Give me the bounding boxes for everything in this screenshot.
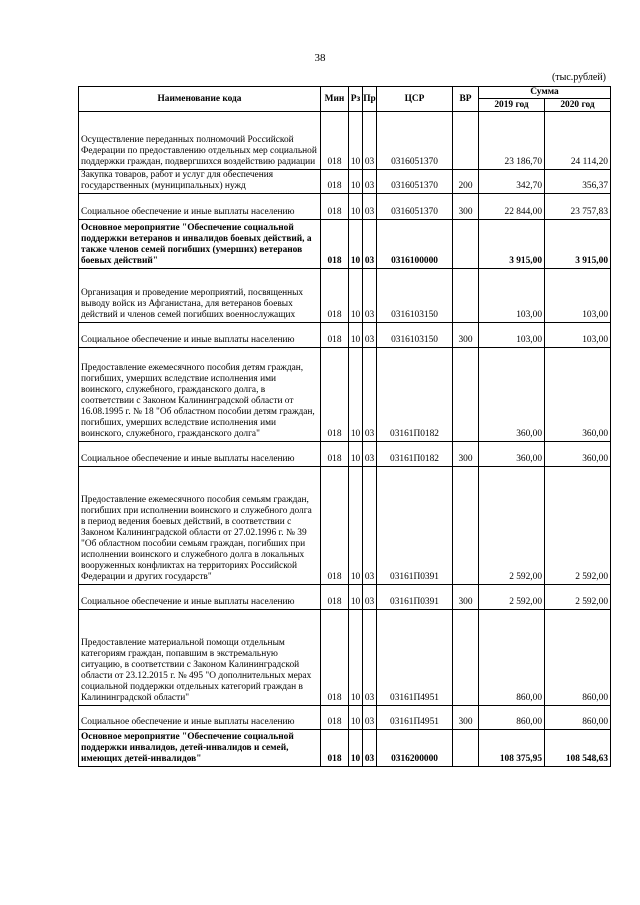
cell-2020: 23 757,83: [545, 194, 611, 220]
cell-pr: 03: [363, 323, 377, 348]
cell-rz: 10: [349, 323, 363, 348]
cell-min: 018: [321, 706, 349, 730]
cell-rz: 10: [349, 442, 363, 467]
cell-pr: 03: [363, 220, 377, 269]
cell-vr: [453, 610, 479, 706]
cell-vr: [453, 467, 479, 585]
cell-rz: 10: [349, 348, 363, 442]
cell-2019: 2 592,00: [479, 585, 545, 610]
cell-vr: 300: [453, 585, 479, 610]
cell-csr: 0316103150: [377, 269, 453, 323]
cell-2019: 342,70: [479, 170, 545, 194]
cell-2020: 103,00: [545, 323, 611, 348]
cell-name: Социальное обеспечение и иные выплаты населению: [79, 706, 321, 730]
cell-rz: 10: [349, 220, 363, 269]
cell-csr: 03161П0182: [377, 442, 453, 467]
cell-min: 018: [321, 467, 349, 585]
table-row: [79, 194, 611, 220]
cell-pr: 03: [363, 706, 377, 730]
cell-vr: 300: [453, 194, 479, 220]
cell-min: 018: [321, 112, 349, 170]
table-row: [79, 112, 611, 170]
cell-pr: 03: [363, 730, 377, 767]
cell-pr: 03: [363, 194, 377, 220]
table-row: [79, 730, 611, 767]
cell-min: 018: [321, 194, 349, 220]
cell-vr: [453, 220, 479, 269]
table-body: [79, 112, 611, 767]
cell-2019: 360,00: [479, 442, 545, 467]
cell-min: 018: [321, 585, 349, 610]
cell-rz: 10: [349, 269, 363, 323]
cell-2020: 860,00: [545, 706, 611, 730]
cell-vr: 300: [453, 323, 479, 348]
cell-2020: 356,37: [545, 170, 611, 194]
cell-name: Предоставление ежемесячного пособия детям граждан, погибших, умерших вследствие исполнения ими воинского, служебного, гражданского долга, в соответствии с Законом Калининградской области от 16.08.1995 г. № 18 "Об областном пособии детям граждан, погибших, умерших вследствие исполнения ими воинского, служебного, гражданского долга": [79, 348, 321, 442]
cell-rz: 10: [349, 467, 363, 585]
cell-2019: 3 915,00: [479, 220, 545, 269]
cell-csr: 03161П4951: [377, 610, 453, 706]
cell-2019: 22 844,00: [479, 194, 545, 220]
page-number: 38: [314, 52, 326, 64]
header-csr: ЦСР: [377, 87, 453, 112]
cell-2019: 108 375,95: [479, 730, 545, 767]
cell-2019: 103,00: [479, 323, 545, 348]
cell-name: Основное мероприятие "Обеспечение социальной поддержки инвалидов, детей-инвалидов и семей, имеющих детей-инвалидов": [79, 730, 321, 767]
cell-name: Социальное обеспечение и иные выплаты населению: [79, 585, 321, 610]
cell-name: Социальное обеспечение и иные выплаты населению: [79, 442, 321, 467]
header-2020: 2020 год: [545, 99, 611, 112]
cell-2020: 108 548,63: [545, 730, 611, 767]
cell-2019: 860,00: [479, 610, 545, 706]
cell-2020: 360,00: [545, 348, 611, 442]
cell-name: Закупка товаров, работ и услуг для обеспечения государственных (муниципальных) нужд: [79, 170, 321, 194]
cell-name: Предоставление материальной помощи отдельным категориям граждан, попавшим в экстремальную ситуацию, в соответствии с Законом Калининградской области от 23.12.2015 г. № 495 "О дополнительных мерах социальной поддержки отдельных категорий граждан в Калининградской области": [79, 610, 321, 706]
header-2019: 2019 год: [479, 99, 545, 112]
cell-vr: [453, 730, 479, 767]
cell-csr: 0316200000: [377, 730, 453, 767]
cell-name: Осуществление переданных полномочий Российской Федерации по предоставлению отдельных мер социальной поддержки граждан, подвергшихся воздействию радиации: [79, 112, 321, 170]
cell-rz: 10: [349, 730, 363, 767]
units-label: (тыс.рублей): [551, 72, 606, 83]
cell-rz: 10: [349, 170, 363, 194]
cell-2020: 3 915,00: [545, 220, 611, 269]
cell-vr: [453, 269, 479, 323]
cell-2020: 103,00: [545, 269, 611, 323]
cell-pr: 03: [363, 442, 377, 467]
cell-2019: 2 592,00: [479, 467, 545, 585]
cell-2019: 860,00: [479, 706, 545, 730]
cell-csr: 0316051370: [377, 112, 453, 170]
cell-pr: 03: [363, 348, 377, 442]
cell-pr: 03: [363, 269, 377, 323]
cell-rz: 10: [349, 585, 363, 610]
cell-csr: 0316051370: [377, 194, 453, 220]
header-sum: Сумма: [479, 87, 611, 99]
cell-csr: 03161П0391: [377, 585, 453, 610]
table-row: [79, 610, 611, 706]
cell-name: Предоставление ежемесячного пособия семьям граждан, погибших при исполнении воинского и служебного долга в период ведения боевых действий, в соответствии с Законом Калининградской области от 27.02.1996 г. № 39 "Об областном пособии семьям граждан, погибших при исполнении воинского и служебного долга в локальных вооруженных конфликтах на территориях Российской Федерации и других государств": [79, 467, 321, 585]
cell-name: Социальное обеспечение и иные выплаты населению: [79, 323, 321, 348]
cell-min: 018: [321, 348, 349, 442]
cell-2020: 860,00: [545, 610, 611, 706]
table-row: [79, 442, 611, 467]
cell-2019: 103,00: [479, 269, 545, 323]
cell-rz: 10: [349, 610, 363, 706]
cell-2020: 2 592,00: [545, 467, 611, 585]
cell-2020: 24 114,20: [545, 112, 611, 170]
cell-min: 018: [321, 730, 349, 767]
table-row: [79, 467, 611, 585]
cell-csr: 0316103150: [377, 323, 453, 348]
cell-csr: 0316100000: [377, 220, 453, 269]
header-min: Мин: [321, 87, 349, 112]
header-rz: Рз: [349, 87, 363, 112]
table-row: [79, 269, 611, 323]
table-row: [79, 220, 611, 269]
cell-csr: 03161П0391: [377, 467, 453, 585]
cell-2019: 23 186,70: [479, 112, 545, 170]
cell-vr: 300: [453, 442, 479, 467]
table-row: [79, 323, 611, 348]
table-row: [79, 170, 611, 194]
budget-table: [78, 86, 611, 767]
cell-pr: 03: [363, 112, 377, 170]
cell-pr: 03: [363, 585, 377, 610]
cell-csr: 03161П4951: [377, 706, 453, 730]
cell-vr: 300: [453, 706, 479, 730]
cell-name: Социальное обеспечение и иные выплаты населению: [79, 194, 321, 220]
header-vr: ВР: [453, 87, 479, 112]
cell-min: 018: [321, 442, 349, 467]
cell-min: 018: [321, 220, 349, 269]
table-row: [79, 706, 611, 730]
cell-name: Организация и проведение мероприятий, посвященных выводу войск из Афганистана, для ветеранов боевых действий и членов семей погибших военнослужащих: [79, 269, 321, 323]
cell-2019: 360,00: [479, 348, 545, 442]
cell-min: 018: [321, 323, 349, 348]
cell-2020: 2 592,00: [545, 585, 611, 610]
cell-rz: 10: [349, 194, 363, 220]
cell-vr: [453, 112, 479, 170]
cell-rz: 10: [349, 112, 363, 170]
cell-vr: [453, 348, 479, 442]
table-row: [79, 348, 611, 442]
cell-pr: 03: [363, 467, 377, 585]
cell-min: 018: [321, 269, 349, 323]
cell-vr: 200: [453, 170, 479, 194]
table-row: [79, 585, 611, 610]
header-name: Наименование кода: [79, 87, 321, 112]
cell-name: Основное мероприятие "Обеспечение социальной поддержки ветеранов и инвалидов боевых действий, а также членов семей погибших (умерших) ветеранов боевых действий": [79, 220, 321, 269]
cell-csr: 03161П0182: [377, 348, 453, 442]
cell-min: 018: [321, 170, 349, 194]
cell-pr: 03: [363, 610, 377, 706]
cell-csr: 0316051370: [377, 170, 453, 194]
table-header: [79, 87, 611, 112]
header-pr: Пр: [363, 87, 377, 112]
cell-pr: 03: [363, 170, 377, 194]
cell-min: 018: [321, 610, 349, 706]
cell-2020: 360,00: [545, 442, 611, 467]
cell-rz: 10: [349, 706, 363, 730]
